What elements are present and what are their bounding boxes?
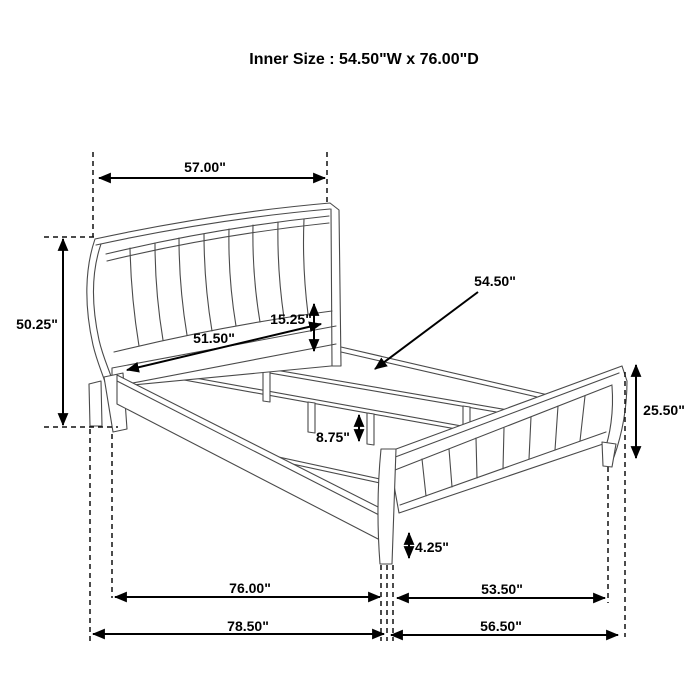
footboard-right-leg — [602, 442, 616, 467]
dim-label-footboard-inner-width: 53.50" — [481, 581, 523, 597]
side-rail-top-face — [117, 381, 383, 517]
dim-label-slat-support-height: 8.75" — [316, 429, 350, 445]
dim-label-footboard-leg-height: 4.25" — [415, 539, 449, 555]
dim-leader-slat-width — [375, 292, 478, 369]
side-rail-board — [117, 375, 386, 540]
diagram-title: Inner Size : 54.50"W x 76.00"D — [249, 51, 479, 68]
headboard-body — [87, 203, 341, 387]
slat-leg — [308, 402, 315, 433]
footboard-front-leg — [378, 449, 396, 564]
dim-label-footboard-height: 25.50" — [643, 402, 685, 418]
footboard — [378, 366, 627, 564]
dim-label-headboard-inner-width: 51.50" — [193, 330, 235, 346]
side-rail — [117, 375, 386, 540]
dim-label-headboard-width: 57.00" — [184, 159, 226, 175]
dim-label-inner-depth: 76.00" — [229, 580, 271, 596]
slat-leg — [263, 369, 270, 402]
dim-label-overall-depth: 78.50" — [227, 618, 269, 634]
footboard-body — [388, 366, 627, 513]
dim-label-headboard-panel-height: 15.25" — [270, 311, 312, 327]
dim-label-headboard-height: 50.25" — [16, 316, 58, 332]
headboard-back-leg — [89, 381, 102, 426]
dim-label-overall-width: 56.50" — [480, 618, 522, 634]
slat-leg — [367, 413, 374, 445]
dim-label-slat-width: 54.50" — [474, 273, 516, 289]
